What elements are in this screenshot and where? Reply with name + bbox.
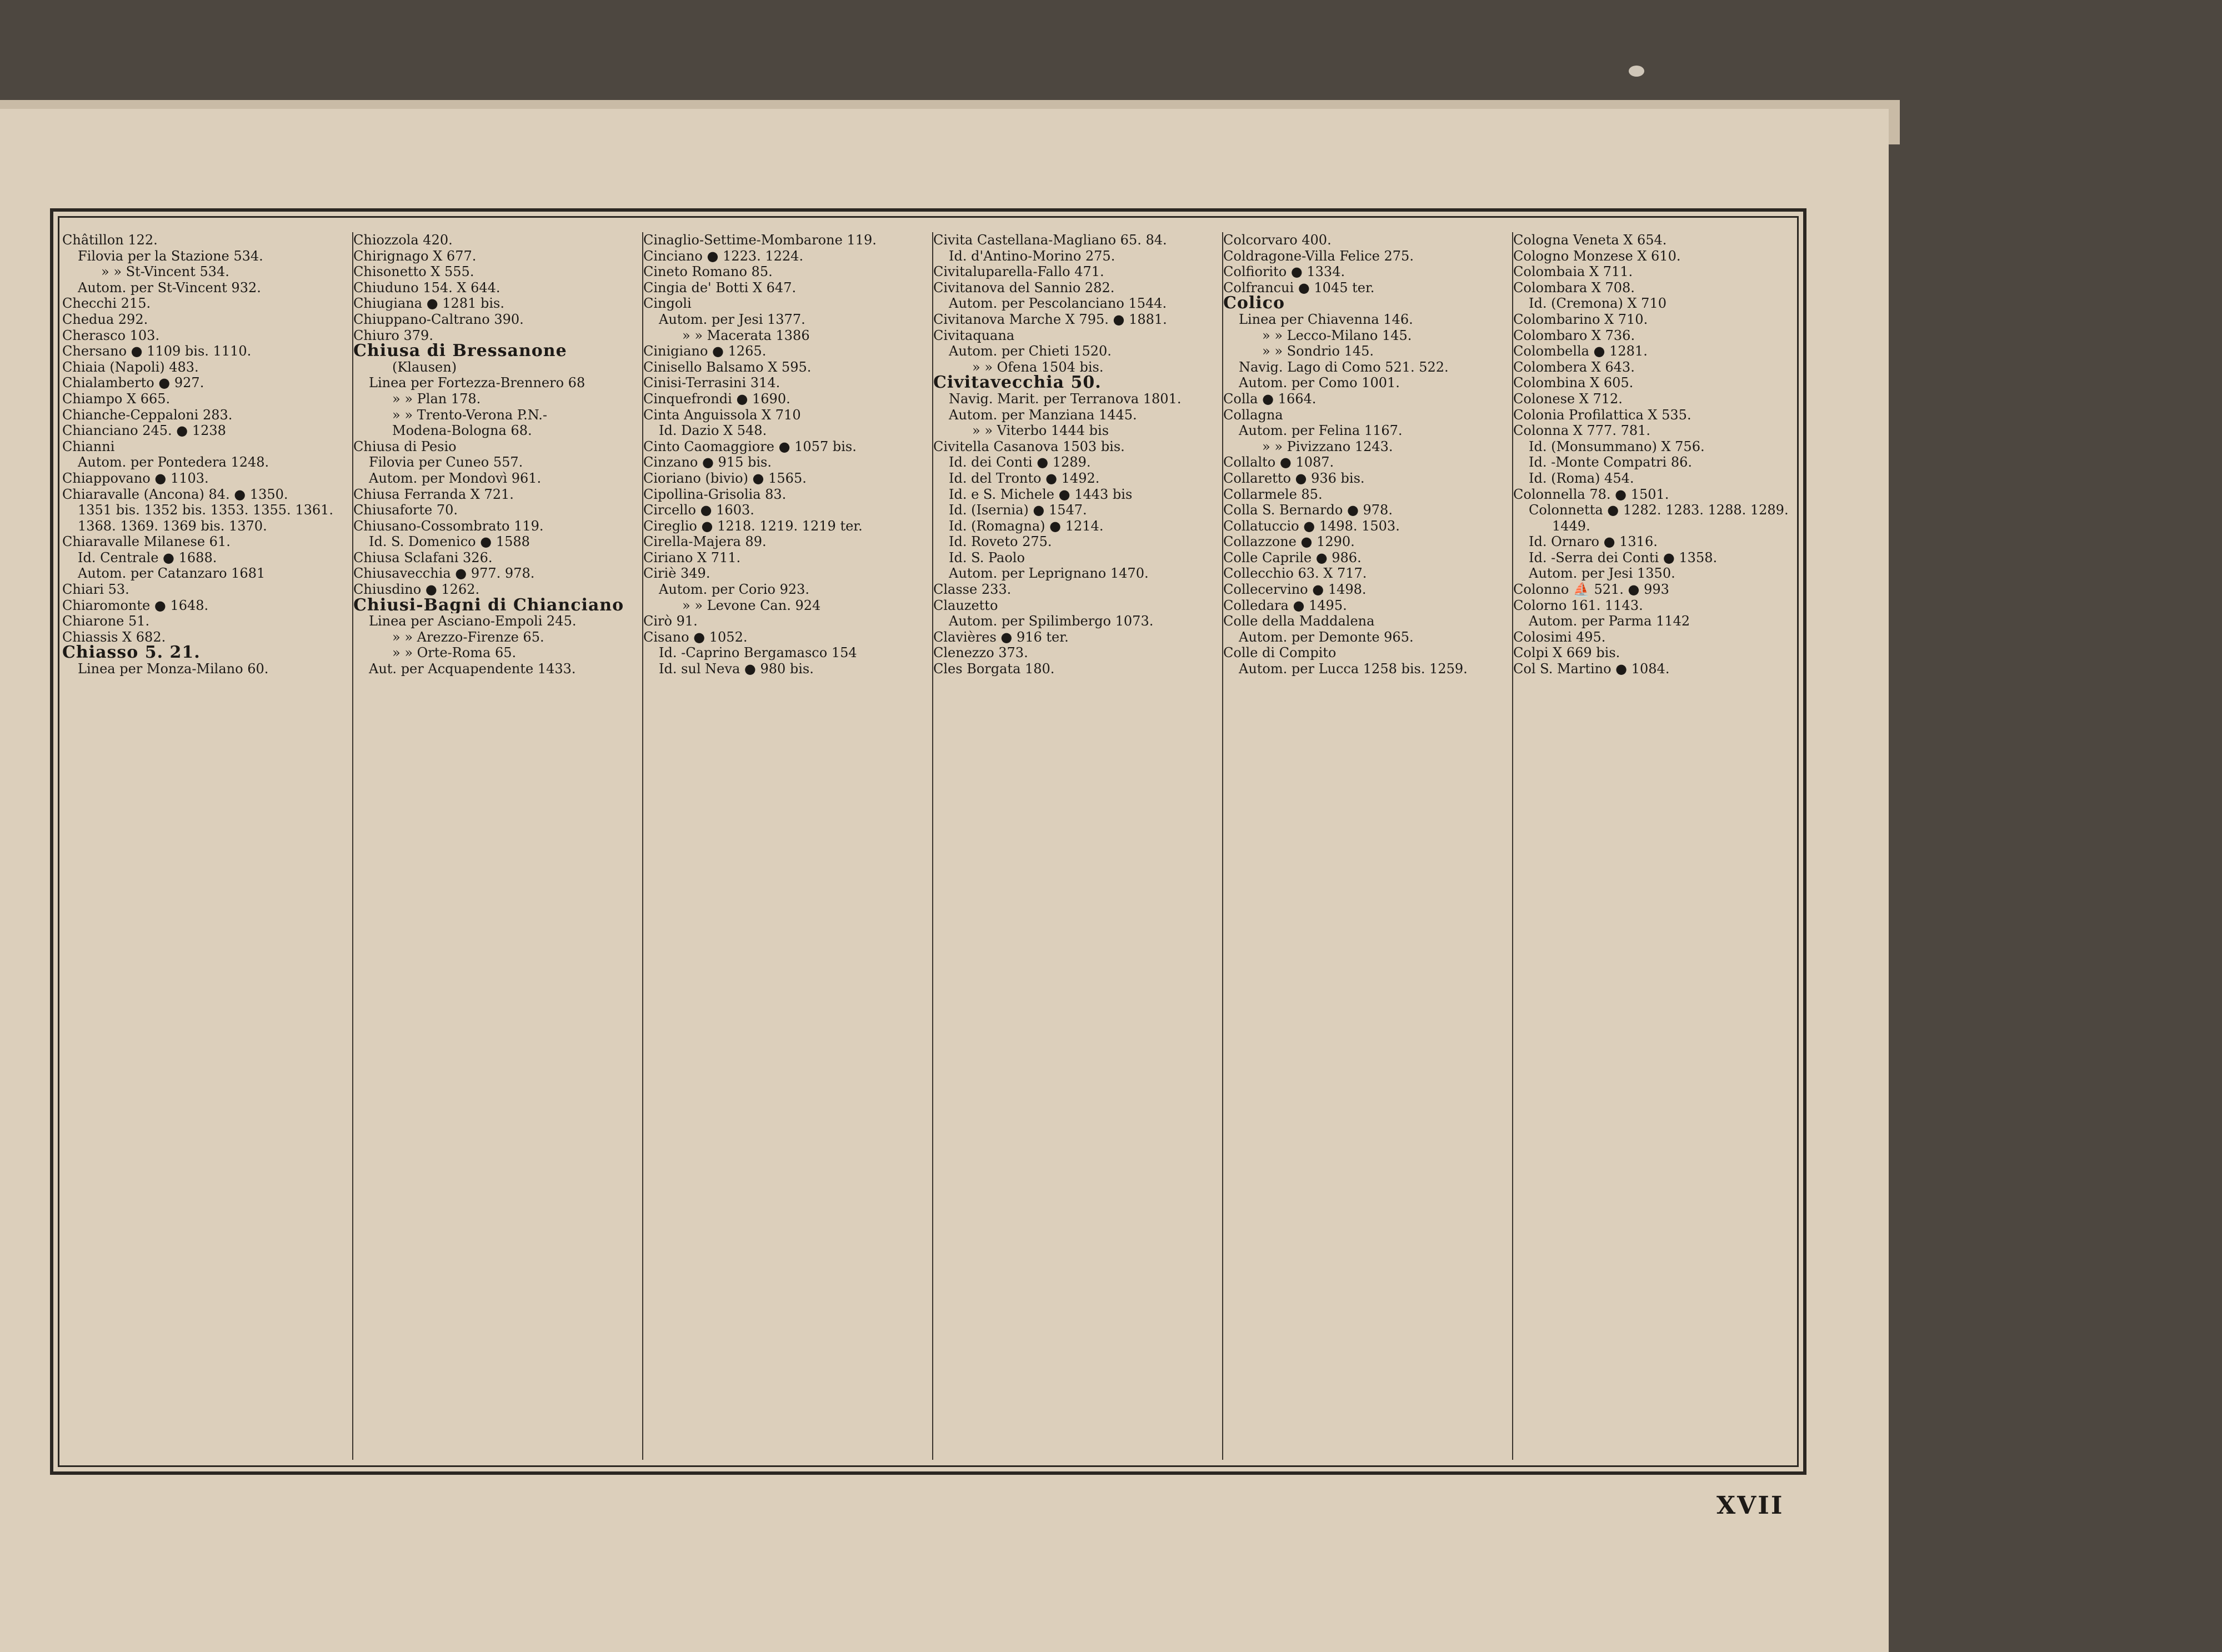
index-entry: Cineto Romano 85.: [643, 264, 773, 280]
index-entry: Cisano ● 1052.: [643, 629, 748, 645]
index-entry: Id. (Cremona) Ⅹ 710: [1529, 296, 1666, 312]
index-entry: Ciriè 349.: [643, 565, 710, 582]
index-entry: » » Orte-Roma 65.: [392, 645, 517, 661]
index-entry: Id. S. Domenico ● 1588: [369, 534, 530, 550]
index-entry: Colla S. Bernardo ● 978.: [1223, 502, 1393, 518]
index-entry: 1368. 1369. 1369 bis. 1370.: [78, 518, 267, 534]
index-entry: Filovia per Cuneo 557.: [369, 454, 523, 470]
index-entry: Chiusaforte 70.: [353, 502, 458, 518]
index-entry: Chiaravalle (Ancona) 84. ● 1350.: [62, 486, 288, 502]
index-entry: Colledara ● 1495.: [1223, 597, 1347, 613]
index-entry: Collagna: [1223, 407, 1283, 423]
index-entry: Colla ● 1664.: [1223, 391, 1317, 407]
index-entry: Id. Dazio Ⅹ 548.: [659, 423, 767, 439]
index-entry: Colonnella 78. ● 1501.: [1513, 486, 1669, 502]
index-entry: Autom. per Leprignano 1470.: [949, 565, 1149, 582]
index-entry: Autom. per Parma 1142: [1529, 613, 1690, 629]
index-entry: Cinto Caomaggiore ● 1057 bis.: [643, 438, 857, 454]
index-entry: Id. sul Neva ● 980 bis.: [659, 661, 814, 677]
index-entry: Clauzetto: [933, 597, 998, 613]
index-entry: Autom. per Mondovì 961.: [369, 470, 542, 486]
index-entry: Colle di Compito: [1223, 645, 1337, 661]
index-entry: Id. (Roma) 454.: [1529, 470, 1634, 486]
index-entry: Circello ● 1603.: [643, 502, 754, 518]
index-entry: Chialamberto ● 927.: [62, 375, 204, 391]
index-entry: Autom. per Spilimbergo 1073.: [949, 613, 1154, 629]
index-entry: Id. Centrale ● 1688.: [78, 549, 217, 565]
index-entry: Autom. per Manziana 1445.: [949, 407, 1137, 423]
index-entry: Classe 233.: [933, 582, 1012, 598]
index-entry: Autom. per Jesi 1377.: [659, 311, 805, 327]
index-column-4: [932, 232, 1219, 1460]
index-entry: Linea per Monza-Milano 60.: [78, 661, 269, 677]
index-entry: Civita Castellana-Magliano 65. 84.: [933, 232, 1167, 248]
index-entry: Id. S. Paolo: [949, 549, 1025, 565]
index-entry: Cinciano ● 1223. 1224.: [643, 248, 804, 264]
index-entry: Id. dei Conti ● 1289.: [949, 454, 1091, 470]
page-number: XVII: [1716, 1491, 1784, 1520]
index-entry: Colorno 161. 1143.: [1513, 597, 1643, 613]
index-column-2: [352, 232, 639, 1460]
index-entry: Collatuccio ● 1498. 1503.: [1223, 518, 1400, 534]
index-entry: Chianciano 245. ● 1238: [62, 423, 226, 439]
index-entry: Cherasco 103.: [62, 327, 160, 343]
index-entry: Chiozzola 420.: [353, 232, 453, 248]
index-entry: 1449.: [1552, 518, 1590, 534]
index-column-6: [1512, 232, 1799, 1460]
index-entry: Collecervino ● 1498.: [1223, 582, 1367, 598]
index-entry: Colombina Ⅹ 605.: [1513, 375, 1634, 391]
index-entry: » » St-Vincent 534.: [101, 264, 229, 280]
index-entry: Navig. Lago di Como 521. 522.: [1239, 359, 1449, 375]
index-entry: Id. -Caprino Bergamasco 154: [659, 645, 857, 661]
index-entry: » » Sondrio 145.: [1262, 343, 1374, 359]
index-entry: Civitanova Marche Ⅹ 795. ● 1881.: [933, 311, 1167, 327]
index-entry: » » Trento-Verona P.N.-: [392, 407, 547, 423]
index-entry: Chiaromonte ● 1648.: [62, 597, 209, 613]
index-entry: Cinaglio-Settime-Mombarone 119.: [643, 232, 877, 248]
index-entry: Châtillon 122.: [62, 232, 158, 248]
index-entry: Aut. per Acquapendente 1433.: [369, 661, 576, 677]
index-entry: Autom. per Como 1001.: [1239, 375, 1400, 391]
index-entry: Autom. per Pontedera 1248.: [78, 454, 269, 470]
index-entry: Colfiorito ● 1334.: [1223, 264, 1345, 280]
index-entry: Chirignago Ⅹ 677.: [353, 248, 477, 264]
index-entry: » » Levone Can. 924: [682, 597, 821, 613]
index-entry: Cinisello Balsamo Ⅹ 595.: [643, 359, 812, 375]
index-entry: Chiusa Ferranda Ⅹ 721.: [353, 486, 514, 502]
index-entry: Colombara Ⅹ 708.: [1513, 279, 1635, 296]
station-heading: Chiusi-Bagni di Chianciano: [353, 597, 624, 614]
index-entry: Cinta Anguissola Ⅹ 710: [643, 407, 801, 423]
index-entry: Chiusano-Cossombrato 119.: [353, 518, 544, 534]
index-entry: Cles Borgata 180.: [933, 661, 1055, 677]
index-entry: Colonese Ⅹ 712.: [1513, 391, 1623, 407]
index-entry: Autom. per Corio 923.: [659, 582, 810, 598]
index-entry: Colfrancui ● 1045 ter.: [1223, 279, 1375, 296]
index-entry: Autom. per Demonte 965.: [1239, 629, 1414, 645]
index-entry: Cipollina-Grisolia 83.: [643, 486, 787, 502]
index-entry: Autom. per Chieti 1520.: [949, 343, 1112, 359]
index-entry: Id. (Isernia) ● 1547.: [949, 502, 1087, 518]
index-entry: Colombera Ⅹ 643.: [1513, 359, 1635, 375]
index-entry: Chiampo Ⅹ 665.: [62, 391, 171, 407]
index-entry: Colonnetta ● 1282. 1283. 1288. 1289.: [1529, 502, 1789, 518]
index-entry: » » Ofena 1504 bis.: [972, 359, 1104, 375]
index-entry: 1351 bis. 1352 bis. 1353. 1355. 1361.: [78, 502, 334, 518]
index-entry: Modena-Bologna 68.: [392, 423, 532, 439]
index-entry: Id. -Monte Compatri 86.: [1529, 454, 1692, 470]
index-entry: Cirella-Majera 89.: [643, 534, 767, 550]
index-entry: Id. (Romagna) ● 1214.: [949, 518, 1104, 534]
index-entry: Clenezzo 373.: [933, 645, 1028, 661]
index-entry: » » Plan 178.: [392, 391, 481, 407]
index-entry: Chisonetto Ⅹ 555.: [353, 264, 474, 280]
index-entry: Chiappovano ● 1103.: [62, 470, 209, 486]
index-entry: Cinzano ● 915 bis.: [643, 454, 772, 470]
index-entry: Autom. per St-Vincent 932.: [78, 279, 261, 296]
index-entry: Cinigiano ● 1265.: [643, 343, 767, 359]
index-entry: Autom. per Catanzaro 1681: [78, 565, 266, 582]
index-entry: Autom. per Pescolanciano 1544.: [949, 296, 1167, 312]
station-heading: Civitavecchia 50.: [933, 375, 1102, 391]
index-entry: Clavières ● 916 ter.: [933, 629, 1069, 645]
index-entry: » » Lecco-Milano 145.: [1262, 327, 1412, 343]
index-entry: Chiuduno 154. Ⅹ 644.: [353, 279, 501, 296]
index-entry: Collarmele 85.: [1223, 486, 1323, 502]
index-entry: Chiusa di Pesio: [353, 438, 457, 454]
index-entry: Colonia Profilattica Ⅹ 535.: [1513, 407, 1691, 423]
index-entry: Coldragone-Villa Felice 275.: [1223, 248, 1414, 264]
index-entry: Id. (Monsummano) Ⅹ 756.: [1529, 438, 1705, 454]
index-entry: Autom. per Lucca 1258 bis. 1259.: [1239, 661, 1468, 677]
index-entry: Colombarino Ⅹ 710.: [1513, 311, 1648, 327]
index-entry: Collazzone ● 1290.: [1223, 534, 1355, 550]
index-entry: Chedua 292.: [62, 311, 148, 327]
index-entry: Colcorvaro 400.: [1223, 232, 1332, 248]
index-entry: Collalto ● 1087.: [1223, 454, 1334, 470]
index-entry: Collaretto ● 936 bis.: [1223, 470, 1365, 486]
index-entry: Colonna Ⅹ 777. 781.: [1513, 423, 1651, 439]
index-entry: Linea per Chiavenna 146.: [1239, 311, 1413, 327]
index-entry: Checchi 215.: [62, 296, 151, 312]
index-entry: Cinisi-Terrasini 314.: [643, 375, 780, 391]
index-entry: Cirò 91.: [643, 613, 698, 629]
index-entry: Id. e S. Michele ● 1443 bis: [949, 486, 1133, 502]
index-entry: » » Viterbo 1444 bis: [972, 423, 1109, 439]
index-entry: Ciriano Ⅹ 711.: [643, 549, 741, 565]
index-entry: Cioriano (bivio) ● 1565.: [643, 470, 807, 486]
index-entry: Civitella Casanova 1503 bis.: [933, 438, 1125, 454]
index-entry: Colombella ● 1281.: [1513, 343, 1648, 359]
index-entry: Colle Caprile ● 986.: [1223, 549, 1362, 565]
index-entry: Chiari 53.: [62, 582, 129, 598]
station-heading: Chiasso 5. 21.: [62, 645, 201, 662]
index-entry: Civitaquana: [933, 327, 1015, 343]
index-entry: Autom. per Felina 1167.: [1239, 423, 1403, 439]
index-entry: Colosimi 495.: [1513, 629, 1606, 645]
index-entry: Chiusavecchia ● 977. 978.: [353, 565, 535, 582]
index-entry: Chiaia (Napoli) 483.: [62, 359, 199, 375]
index-entry: Collecchio 63. Ⅹ 717.: [1223, 565, 1367, 582]
index-column-3: [642, 232, 929, 1460]
index-entry: Autom. per Jesi 1350.: [1529, 565, 1675, 582]
index-entry: Cologno Monzese Ⅹ 610.: [1513, 248, 1681, 264]
index-entry: Cingoli: [643, 296, 692, 312]
index-entry: Chiusa Sclafani 326.: [353, 549, 493, 565]
index-entry: Colombaro Ⅹ 736.: [1513, 327, 1635, 343]
index-entry: Chiaravalle Milanese 61.: [62, 534, 231, 550]
station-heading: Colico: [1223, 296, 1285, 312]
index-entry: Chiarone 51.: [62, 613, 150, 629]
index-entry: Linea per Asciano-Empoli 245.: [369, 613, 577, 629]
index-entry: Chersano ● 1109 bis. 1110.: [62, 343, 252, 359]
index-entry: » » Pivizzano 1243.: [1262, 438, 1393, 454]
index-entry: Chianni: [62, 438, 115, 454]
index-entry: Colonno ⛵ 521. ● 993: [1513, 582, 1669, 598]
index-entry: Filovia per la Stazione 534.: [78, 248, 263, 264]
index-entry: Chiassis Ⅹ 682.: [62, 629, 166, 645]
dust-speck: [1629, 66, 1644, 77]
index-entry: Id. Ornaro ● 1316.: [1529, 534, 1658, 550]
index-entry: Chiuppano-Caltrano 390.: [353, 311, 524, 327]
index-entry: Colombaia Ⅹ 711.: [1513, 264, 1633, 280]
station-heading: Chiusa di Bressanone: [353, 343, 567, 359]
index-entry: Chiusdino ● 1262.: [353, 582, 480, 598]
index-entry: Cingia de' Botti Ⅹ 647.: [643, 279, 797, 296]
index-entry: Id. d'Antino-Morino 275.: [949, 248, 1115, 264]
index-entry: Chiuro 379.: [353, 327, 433, 343]
index-entry: Cologna Veneta Ⅹ 654.: [1513, 232, 1667, 248]
index-entry: Linea per Fortezza-Brennero 68: [369, 375, 585, 391]
index-entry: Civitaluparella-Fallo 471.: [933, 264, 1104, 280]
index-entry: Civitanova del Sannio 282.: [933, 279, 1115, 296]
index-column-1: [62, 232, 348, 1460]
index-entry: Chianche-Ceppaloni 283.: [62, 407, 233, 423]
index-entry: Id. -Serra dei Conti ● 1358.: [1529, 549, 1718, 565]
index-column-5: [1222, 232, 1509, 1460]
index-entry: Chiugiana ● 1281 bis.: [353, 296, 504, 312]
index-entry: Colle della Maddalena: [1223, 613, 1375, 629]
index-entry: Id. del Tronto ● 1492.: [949, 470, 1100, 486]
index-entry: » » Macerata 1386: [682, 327, 810, 343]
index-entry: (Klausen): [392, 359, 457, 375]
index-entry: Navig. Marit. per Terranova 1801.: [949, 391, 1182, 407]
index-entry: Col S. Martino ● 1084.: [1513, 661, 1670, 677]
index-entry: » » Arezzo-Firenze 65.: [392, 629, 544, 645]
index-entry: Colpi Ⅹ 669 bis.: [1513, 645, 1620, 661]
index-entry: Cireglio ● 1218. 1219. 1219 ter.: [643, 518, 863, 534]
index-entry: Cinquefrondi ● 1690.: [643, 391, 790, 407]
index-entry: Id. Roveto 275.: [949, 534, 1052, 550]
